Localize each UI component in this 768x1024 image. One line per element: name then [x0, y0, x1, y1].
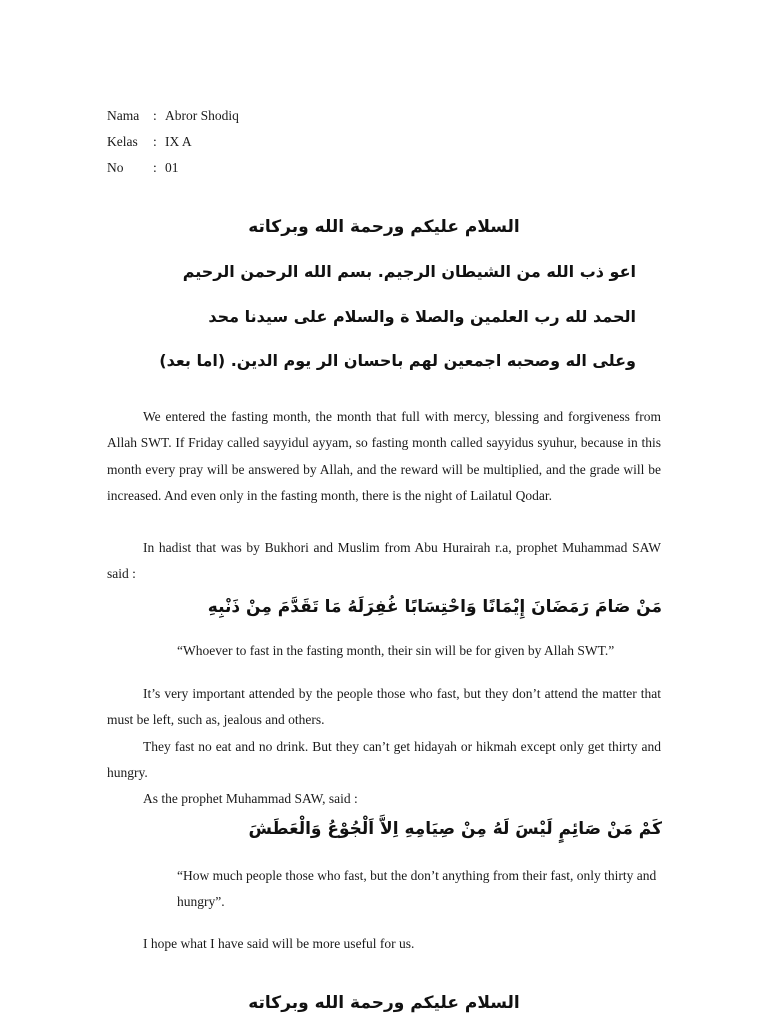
hadith-2-arabic: كَمْ مَنْ صَائِمٍ لَيْسَ لَهُ مِنْ صِيَامِهِ اِلاَّ اَلْجُوْعُ وَالْعَطَشَ: [248, 819, 662, 839]
number-label: No: [107, 160, 124, 175]
closing-sentence: I hope what I have said will be more useful for us.: [143, 936, 415, 951]
paragraph-5: As the prophet Muhammad SAW, said :: [143, 791, 358, 806]
name-separator: :: [153, 108, 157, 123]
class-value: IX A: [165, 134, 192, 149]
hadith-1-translation: “Whoever to fast in the fasting month, their sin will be for given by Allah SWT.”: [177, 643, 615, 658]
name-value: Abror Shodiq: [165, 108, 239, 123]
hadith-1-arabic: مَنْ صَامَ رَمَضَانَ إِيْمَانًا وَاحْتِسَابًا غُفِرَلَهُ مَا تَقَدَّمَ مِنْ ذَنْبِهِ: [207, 597, 662, 617]
class-separator: :: [153, 134, 157, 149]
paragraph-3: It’s very important attended by the people those who fast, but they don’t attend the matter that must be left, such as, jealous and others.: [107, 686, 661, 728]
number-separator: :: [153, 160, 157, 175]
paragraph-4: They fast no eat and no drink. But they can’t get hidayah or hikmah except only get thirty and hungry.: [107, 739, 661, 781]
paragraph-2: In hadist that was by Bukhori and Muslim from Abu Hurairah r.a, prophet Muhammad SAW said :: [107, 540, 661, 582]
identity-class-row: [107, 134, 192, 150]
opening-line-2: الحمد لله رب العلمين والصلا ة والسلام على سيدنا محد: [208, 307, 636, 326]
number-value: 01: [165, 160, 179, 175]
closing-salam: السلام عليكم ورحمة الله وبركاته: [248, 993, 520, 1013]
identity-name-row: [107, 108, 239, 124]
identity-number-row: [107, 160, 179, 176]
name-label: Nama: [107, 108, 140, 123]
hadith-2-translation: “How much people those who fast, but the don’t anything from their fast, only thirty and hungry”.: [177, 868, 657, 910]
opening-line-3: وعلى اله وصحبه اجمعين لهم باحسان الر يوم الدين. (اما بعد): [159, 351, 636, 370]
opening-line-1: اعو ذب الله من الشيطان الرجيم. بسم الله الرحمن الرحيم: [182, 262, 636, 281]
opening-salam: السلام عليكم ورحمة الله وبركاته: [248, 217, 520, 237]
class-label: Kelas: [107, 134, 138, 149]
paragraph-1: We entered the fasting month, the month that full with mercy, blessing and forgiveness from Allah SWT. If Friday called sayyidul ayyam, so fasting month called sayyidus syuhur, because in this month every pray will be answered by Allah, and the reward will be multiplied, and the grade will be increased. And even only in the fasting month, there is the night of Lailatul Qodar.: [107, 409, 661, 503]
